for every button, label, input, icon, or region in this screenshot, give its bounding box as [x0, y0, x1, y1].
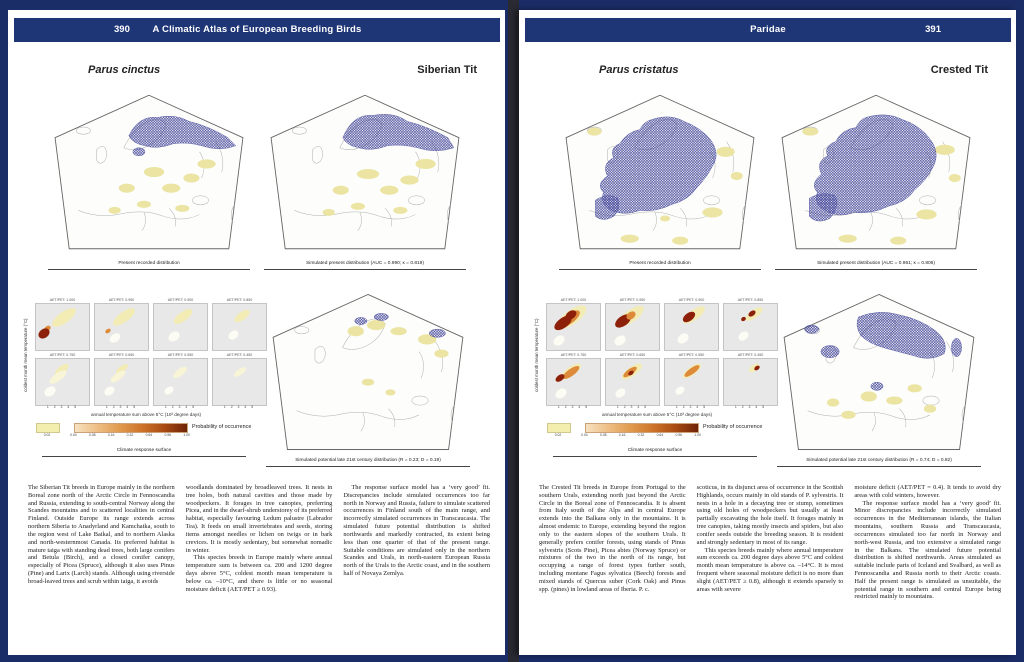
tick-labels: 1 2 3 4 5 [616, 405, 649, 409]
x-axis-ticks [546, 405, 778, 409]
panel-label: AET/PET: 1.000 [560, 298, 587, 302]
response-surface-panel [153, 303, 208, 351]
panel-label: AET/PET: 0.550 [167, 353, 194, 357]
blob [163, 385, 175, 397]
page-gutter [508, 0, 519, 662]
gradient-labels [581, 433, 701, 437]
blob [167, 329, 182, 343]
map-caption: Simulated potential late 21st century distribution (R = 0.74; D = 0.82) [777, 458, 981, 467]
blob [108, 331, 122, 345]
running-title: Paridae [750, 24, 786, 35]
map-future-potential [266, 290, 470, 454]
panel-label: AET/PET: 0.900 [678, 298, 705, 302]
paragraph: This species breeds mainly where annual temperature sum exceeds ca. 200 degree days above 5°C and coldest month mean temperature is above ca. –14°C. It is most frequent where seasonal moisture deficit is no more than slight (AET/PET ≥ 0.8), although it extends sparsely to areas with severe [696, 546, 844, 593]
panel-label: AET/PET: 0.450 [737, 353, 764, 357]
running-title: A Climatic Atlas of European Breeding Birds [152, 24, 362, 35]
scale-title: Probability of occurrence [192, 424, 252, 430]
probability-scale [28, 422, 270, 440]
scale-title: Probability of occurrence [703, 424, 763, 430]
low-probability-swatch [547, 423, 571, 433]
blob [614, 387, 628, 400]
gradient-labels [70, 433, 190, 437]
page-number: 391 [925, 24, 941, 35]
species-heading [88, 64, 477, 78]
page-number: 390 [114, 24, 130, 35]
paragraph: The Siberian Tit breeds in Europe mainly in the northern Boreal zone north of the Arctic Circle in Fennoscandia and Russia, extending to south-central Norway along the Scandes mountains and to scattered localities in central Finland. Outside Europe its range extends across northern Siberia to Anadyrland and Kamchatka, south to the region west of Lake Baikal, and to northern Alaska and north-westernmost Canada. Its preferred habitat is mature taiga with standing dead trees, both large conifers and Betula (Birch), and a closed conifer canopy, especially of Picea (Spruce), although it also uses Pinus (Pine) and Larix (Larch) stands. Although using riverside broad-leaved trees and scrub within taiga, it avoids [28, 484, 175, 585]
tick-labels: 1 2 3 4 5 [223, 405, 256, 409]
blob [232, 307, 251, 324]
blob [227, 329, 241, 342]
probability-gradient [74, 423, 188, 433]
panel-label: AET/PET: 0.900 [167, 298, 194, 302]
response-surface-panel [546, 358, 601, 406]
blob [554, 373, 566, 384]
common-name: Crested Tit [930, 64, 988, 76]
running-header [14, 18, 500, 42]
scale-label: 1.00 [183, 433, 190, 437]
paragraph: This species breeds in Europe mainly where annual temperature sum is between ca. 200 and 1200 degree days above 5°C, coldest month mean temperature is below ca. –10°C, and there is little or no seasonal moisture deficit (AET/PET ≥ 0.93). [185, 554, 333, 593]
y-axis-label: coldest month mean temperature (°C) [534, 318, 539, 392]
blob [233, 365, 248, 378]
swatch-label: 0.02 [43, 433, 51, 437]
panel-label: AET/PET: 0.850 [737, 298, 764, 302]
panel-label: AET/PET: 0.550 [678, 353, 705, 357]
scale-label: 0.08 [88, 433, 96, 437]
paragraph: moisture deficit (AET/PET = 0.4). It tends to avoid dry areas with cold winters, however. [854, 484, 1002, 499]
surface-caption: Climate response surface [42, 448, 246, 457]
map-caption: Simulated present distribution (AUC = 0.961; κ = 0.806) [775, 261, 977, 270]
y-axis-label: coldest month mean temperature (°C) [23, 318, 28, 392]
text-column-1 [539, 484, 686, 601]
map-future-potential [777, 290, 981, 454]
response-surface-grid [35, 298, 267, 406]
response-surface-panel [212, 303, 267, 351]
blob [552, 333, 567, 347]
map-caption: Present recorded distribution [48, 261, 250, 270]
species-account-text [539, 484, 1001, 601]
response-surface-panel [35, 358, 90, 406]
low-probability-swatch [36, 423, 60, 433]
map-caption: Simulated present distribution (AUC = 0.990; κ = 0.819) [264, 261, 466, 270]
tick-labels: 1 2 3 4 5 [164, 405, 197, 409]
panel-label: AET/PET: 0.650 [619, 353, 646, 357]
blob [737, 330, 751, 343]
panel-label: AET/PET: 0.750 [49, 353, 76, 357]
response-surface-panel [546, 303, 601, 351]
map-present-recorded [559, 86, 761, 258]
probability-gradient [585, 423, 699, 433]
map-caption: Present recorded distribution [559, 261, 761, 270]
response-surface-panel [664, 303, 719, 351]
species-heading [599, 64, 988, 78]
common-name: Siberian Tit [417, 64, 477, 76]
text-column-1 [28, 484, 175, 593]
map-simulated-present [264, 86, 466, 258]
response-surface-panel [664, 358, 719, 406]
running-header [525, 18, 1011, 42]
response-surface-panel [94, 303, 149, 351]
scale-label: 0.96 [164, 433, 172, 437]
scale-label: 0.16 [618, 433, 626, 437]
blob [740, 316, 746, 322]
response-surface-panel [153, 358, 208, 406]
x-axis-label: annual temperature sum above 5°C (10³ degree days) [601, 412, 713, 417]
response-surface-panel [723, 358, 778, 406]
tick-labels: 1 2 3 4 5 [105, 405, 138, 409]
panel-label: AET/PET: 0.950 [108, 298, 135, 302]
tick-labels: 1 2 3 4 5 [734, 405, 767, 409]
blob [104, 328, 111, 335]
blob [171, 306, 194, 326]
scale-label: 0.04 [581, 433, 588, 437]
paragraph: scoticus, in its disjunct area of occurrence in the Scottish Highlands, occurs mainly in old stands of P. sylvestris. It nests in a hole in a decaying tree or stump, sometimes using old holes of woodpeckers but usually at least partially excavating the hole itself. It forages mainly in tree canopies, taking mostly insects and spiders, but also conifer seeds outside the breeding season. It is resident and strongly sedentary in most of its range. [696, 484, 844, 546]
paragraph: The Crested Tit breeds in Europe from Portugal to the southern Urals, extending north just beyond the Arctic Circle in the Boreal zone of Fennoscandia. It is absent from Italy south of the Alps and in central Europe extends into the Balkans only in the mountains. It is almost endemic to Europe, extending beyond the region only to the eastern slopes of the southern Urals. It generally prefers conifer forests, using stands of Pinus sylvestris (Scots Pine), Picea abies (Norway Spruce) or mixtures of the two in the north of its range, but occupying a range of forest types further south, including montane Fagus sylvatica (Beech) forests and mixed stands of Quercus suber (Cork Oak) and Pinus spp. (pines) in lowland areas of Iberia. P. c. [539, 484, 686, 593]
species-account-text [28, 484, 490, 593]
scale-label: 0.32 [126, 433, 134, 437]
response-surface-panel [605, 303, 660, 351]
response-surface-panel [35, 303, 90, 351]
x-axis-ticks [35, 405, 267, 409]
blob [48, 368, 69, 386]
response-surface-panel [94, 358, 149, 406]
text-column-3 [854, 484, 1001, 601]
scale-label: 0.16 [107, 433, 115, 437]
blob [111, 305, 138, 328]
scale-label: 0.64 [145, 433, 153, 437]
panel-label: AET/PET: 0.750 [560, 353, 587, 357]
scale-label: 1.00 [694, 433, 701, 437]
paragraph: The response surface model has a ‘very good’ fit. Discrepancies include simulated occurrences too far north in Norway and Russia, failure to simulate scattered occurrences in Finland south of the main range, and incorrectly simulated occurrences in Transcaucasia. The simulated future potential distribution is shifted northwards and markedly contracted, its extent being less than one quarter of that of the present range. Suitable conditions are simulated only in the northern Scandes and Urals, in north-eastern European Russia north of the Urals to the Arctic coast, and in the southern half of Novaya Zemlya. [343, 484, 491, 577]
tick-labels: 1 2 3 4 5 [557, 405, 590, 409]
panel-label: AET/PET: 1.000 [49, 298, 76, 302]
scale-label: 0.64 [656, 433, 664, 437]
text-column-2 [186, 484, 333, 593]
blob [43, 384, 58, 398]
blob [674, 385, 686, 397]
page-390 [8, 10, 505, 655]
map-caption: Simulated potential late 21st century distribution (R = 0.23; D = 0.19) [266, 458, 470, 467]
response-surface-grid [546, 298, 778, 406]
blob [554, 386, 569, 400]
tick-labels: 1 2 3 4 5 [675, 405, 708, 409]
tick-labels: 1 2 3 4 5 [46, 405, 79, 409]
text-column-2 [697, 484, 844, 601]
paragraph: The response surface model has a ‘very good’ fit. Minor discrepancies include incorrectly simulated occurrences in the Mediterranean islands, the Italian mountains, southern Russia and Transcaucasia, occurrences simulated too far north in Norway and north-west Russia, and too extensive a simulated range in the Balkans. The simulated future potential distribution is shifted northwards. Areas simulated as suitable include parts of Iceland and Svalbard, as well as Fennoscandia and Russia north to their Arctic coasts. Half the present range is simulated as unsuitable, the potential range in southern and central Europe being restricted mainly to mountains. [854, 499, 1002, 601]
response-surface-panel [212, 358, 267, 406]
blob [171, 365, 188, 380]
probability-scale [539, 422, 781, 440]
map-simulated-present [775, 86, 977, 258]
swatch-label: 0.02 [554, 433, 562, 437]
scale-label: 0.96 [675, 433, 683, 437]
blob [103, 385, 117, 398]
panel-label: AET/PET: 0.950 [619, 298, 646, 302]
x-axis-label: annual temperature sum above 5°C (10³ degree days) [90, 412, 202, 417]
map-present-recorded [48, 86, 250, 258]
surface-caption: Climate response surface [553, 448, 757, 457]
blob [49, 305, 78, 330]
scientific-name: Parus cristatus [599, 64, 679, 76]
blob [613, 333, 628, 347]
page-391 [519, 10, 1016, 655]
panel-label: AET/PET: 0.650 [108, 353, 135, 357]
response-surface-panel [723, 303, 778, 351]
text-column-3 [343, 484, 490, 593]
paragraph: woodlands dominated by broadleaved trees. It nests in tree holes, both natural cavities and those made by woodpeckers. It forages in tree canopies, preferring Picea, and in the dwarf-shrub understorey of its preferred habitat, especially favouring Ledum palustre (Labrador Tea). It feeds on small invertebrates and seeds, storing items amongst needles or lichen on twigs or in bark crevices. It is mostly sedentary, but somewhat nomadic in winter. [185, 484, 333, 554]
scale-label: 0.04 [70, 433, 77, 437]
scientific-name: Parus cinctus [88, 64, 161, 76]
panel-label: AET/PET: 0.850 [226, 298, 253, 302]
blob [676, 331, 691, 345]
scale-label: 0.08 [599, 433, 607, 437]
scale-label: 0.32 [637, 433, 645, 437]
response-surface-panel [605, 358, 660, 406]
panel-label: AET/PET: 0.450 [226, 353, 253, 357]
blob [109, 368, 128, 384]
